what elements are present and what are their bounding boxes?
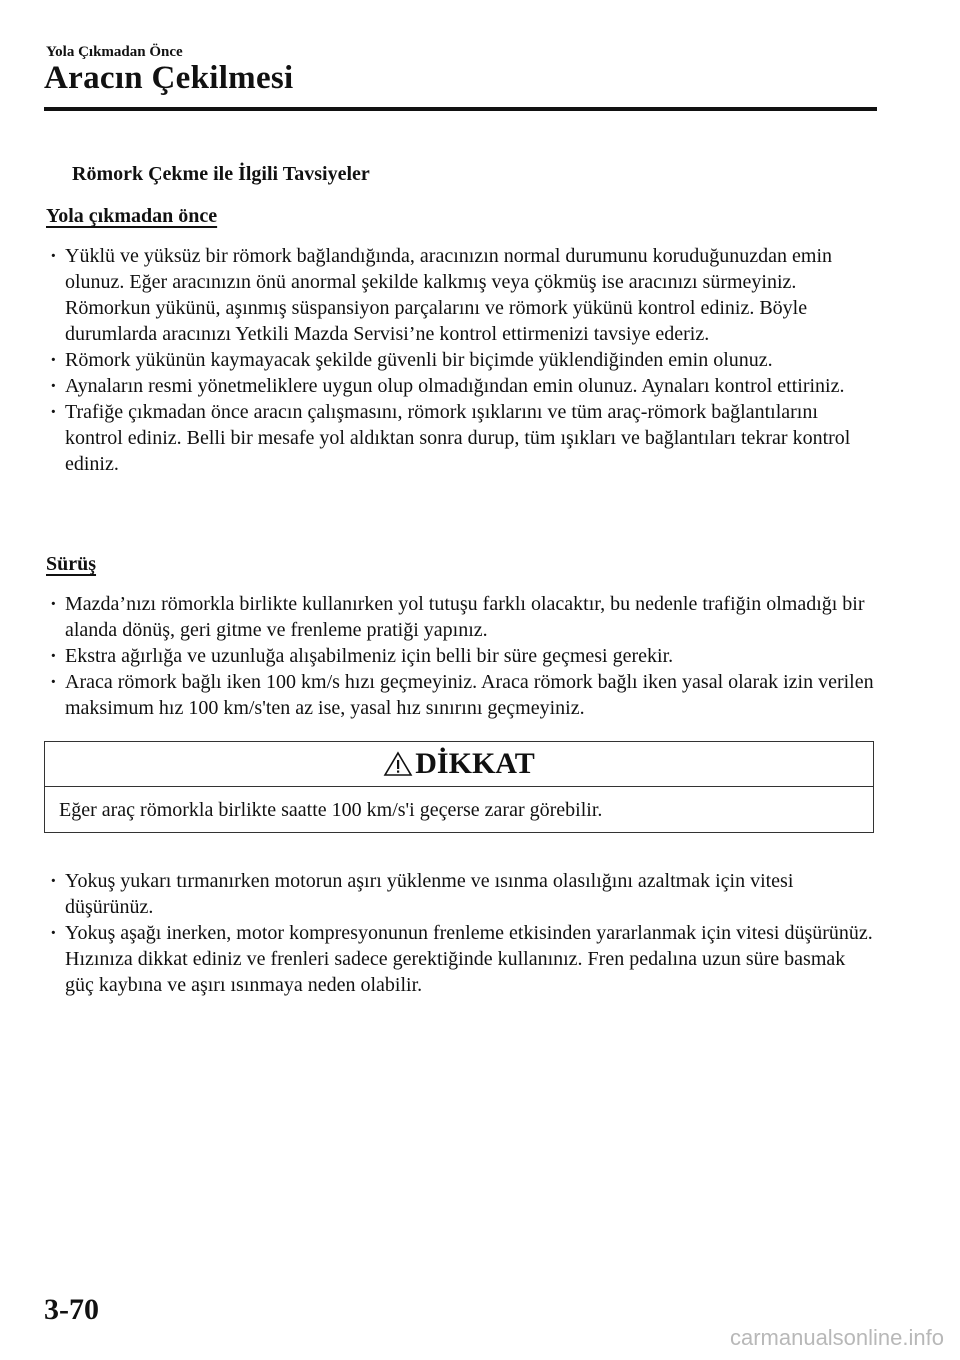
header-rule: [44, 107, 877, 111]
before-driving-list: [46, 243, 876, 477]
caution-title: DİKKAT: [415, 747, 535, 780]
caution-box: [44, 741, 874, 833]
list-item: · Aynaların resmi yönetmeliklere uygun olup olmadığından emin olunuz. Aynaları kontrol ettiriniz.: [46, 373, 876, 399]
caution-text: Eğer araç römorkla birlikte saatte 100 km/s'i geçerse zarar görebilir.: [59, 799, 603, 821]
list-item: · Yokuş aşağı inerken, motor kompresyonunun frenleme etkisinden yararlanmak için vitesi düşürünüz. Hızınıza dikkat ediniz ve frenleri sadece gerektiğinde kullanınız. Fren pedalına uzun süre basmak güç kaybına ve aşırı ısınmaya neden olabilir.: [46, 920, 876, 998]
list-item: · Yüklü ve yüksüz bir römork bağlandığında, aracınızın normal durumunu koruduğunuzdan emin olunuz. Eğer aracınızın önü anormal şekilde kalkmış veya çökmüş ise aracınızı sürmeyiniz. Römorkun yükünü, aşınmış süspansiyon parçalarını ve römork yükünü kontrol ediniz. Böyle durumlarda aracınızı Yetkili Mazda Servisi’ne kontrol ettirmenizi tavsiye ederiz.: [46, 243, 876, 347]
list-item: · Römork yükünün kaymayacak şekilde güvenli bir biçimde yüklendiğinden emin olunuz.: [46, 347, 876, 373]
warning-triangle-icon: [383, 751, 413, 777]
header-subtitle: Yola Çıkmadan Önce: [46, 44, 183, 60]
watermark: carmanualsonline.info: [729, 1325, 944, 1350]
list-item: · Mazda’nızı römorkla birlikte kullanırken yol tutuşu farklı olacaktır, bu nedenle trafiğin olmadığı bir alanda dönüş, geri gitme ve frenleme pratiği yapınız.: [46, 591, 876, 643]
list-item: · Yokuş yukarı tırmanırken motorun aşırı yüklenme ve ısınma olasılığını azaltmak için vitesi düşürünüz.: [46, 868, 876, 920]
list-item: · Ekstra ağırlığa ve uzunluğa alışabilmeniz için belli bir süre geçmesi gerekir.: [46, 643, 876, 669]
page-title: Aracın Çekilmesi: [44, 60, 294, 96]
section-title: Römork Çekme ile İlgili Tavsiyeler: [72, 163, 370, 185]
driving-list: [46, 591, 876, 721]
hills-list: [46, 868, 876, 998]
list-item: · Trafiğe çıkmadan önce aracın çalışmasını, römork ışıklarını ve tüm araç-römork bağlantılarını kontrol ediniz. Belli bir mesafe yol aldıktan sonra durup, tüm ışıkları ve bağlantıları tekrar kontrol ediniz.: [46, 399, 876, 477]
driving-heading: Sürüş: [46, 553, 97, 575]
caution-header: [45, 742, 873, 787]
before-driving-heading: Yola çıkmadan önce: [46, 205, 218, 227]
page-number: 3-70: [44, 1293, 99, 1326]
list-item: · Araca römork bağlı iken 100 km/s hızı geçmeyiniz. Araca römork bağlı iken yasal olarak izin verilen maksimum hız 100 km/s'ten az ise, yasal hız sınırını geçmeyiniz.: [46, 669, 876, 721]
